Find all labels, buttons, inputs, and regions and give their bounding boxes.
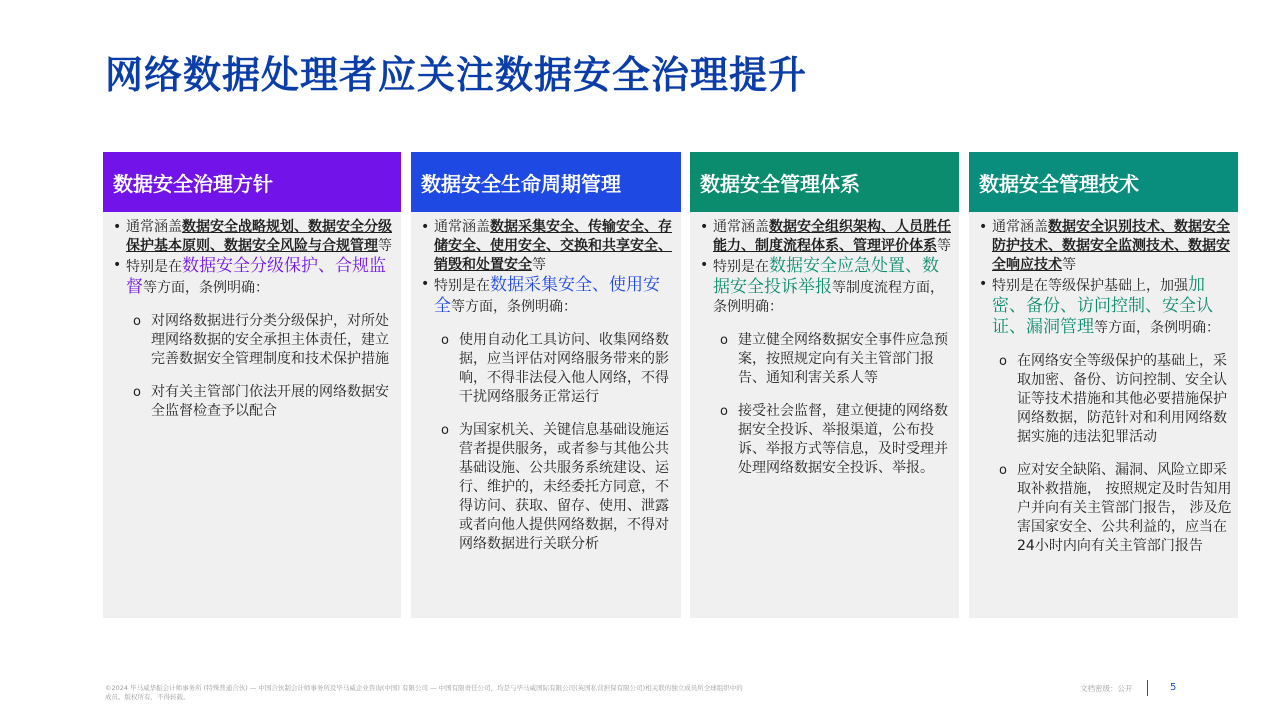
column-header: 数据安全生命周期管理 xyxy=(411,152,681,212)
column-header: 数据安全管理体系 xyxy=(690,152,959,212)
column-header: 数据安全治理方针 xyxy=(103,152,401,212)
sub-bullet: o 为国家机关、关键信息基础设施运营者提供服务，或者参与其他公共基础设施、公共服务系统建设、运行、维护的，未经委托方同意，不得访问、获取、留存、使用、泄露或者向他人提供网络数据，不得对网络数据进行关联分析 xyxy=(439,421,676,554)
sub-bullet: o 对有关主管部门依法开展的网络数据安全监督检查予以配合 xyxy=(131,383,396,421)
document-classification: 文档密级：公开 xyxy=(1080,684,1133,693)
sub-bullet: o 应对安全缺陷、漏洞、风险立即采取补救措施， 按照规定及时告知用户并向有关主管部门报告， 涉及危害国家安全、公共利益的，应当在24小时内向有关主管部门报告 xyxy=(997,461,1233,556)
column-management-technology xyxy=(969,152,1238,618)
column-governance-policy xyxy=(103,152,401,618)
sub-bullet: o 对网络数据进行分类分级保护，对所处理网络数据的安全承担主体责任，建立完善数据安全管理制度和技术保护措施 xyxy=(131,312,396,369)
bullet-scope: • 通常涵盖数据安全战略规划、数据安全分级保护基本原则、数据安全风险与合规管理等 xyxy=(111,218,396,256)
bullet-scope: • 通常涵盖数据安全组织架构、人员胜任能力、制度流程体系、管理评价体系等 xyxy=(698,218,954,256)
bullet-focus: • 特别是在数据安全应急处置、数据安全投诉举报等制度流程方面，条例明确： xyxy=(698,256,954,317)
bullet-scope: • 通常涵盖数据采集安全、传输安全、存储安全、使用安全、交换和共享安全、销毁和处置安全等 xyxy=(419,218,676,275)
footer-legal-text: ©2024 毕马威华振会计师事务所 (特殊普通合伙) — 中国合伙制会计师事务所及毕马威企业咨询(中国) 有限公司 — 中国有限责任公司，均是与毕马威国际有限公司(英国私营担保有限公司)相关联的独立成员所全球组织中的成员。版权所有，不得转载。 xyxy=(105,684,743,701)
page-number: 5 xyxy=(1170,682,1177,693)
sub-bullet: o 在网络安全等级保护的基础上，采取加密、备份、访问控制、安全认证等技术措施和其他必要措施保护网络数据，防范针对和利用网络数据实施的违法犯罪活动 xyxy=(997,352,1233,447)
column-header: 数据安全管理技术 xyxy=(969,152,1238,212)
footer-divider xyxy=(1147,680,1148,696)
sub-bullet: o 接受社会监督，建立便捷的网络数据安全投诉、举报渠道，公布投诉、举报方式等信息，及时受理并处理网络数据安全投诉、举报。 xyxy=(718,402,954,478)
sub-bullet: o 使用自动化工具访问、收集网络数据，应当评估对网络服务带来的影响，不得非法侵入他人网络，不得干扰网络服务正常运行 xyxy=(439,331,676,407)
column-management-system xyxy=(690,152,959,618)
bullet-focus: • 特别是在数据安全分级保护、合规监督等方面，条例明确： xyxy=(111,256,396,298)
bullet-scope: • 通常涵盖数据安全识别技术、数据安全防护技术、数据安全监测技术、数据安全响应技术等 xyxy=(977,218,1233,275)
bullet-focus: • 特别是在数据采集安全、使用安全等方面，条例明确： xyxy=(419,275,676,317)
bullet-focus: • 特别是在等级保护基础上，加强加密、备份、访问控制、安全认证、漏洞管理等方面，条例明确： xyxy=(977,275,1233,338)
column-lifecycle-management xyxy=(411,152,681,618)
page-title: 网络数据处理者应关注数据安全治理提升 xyxy=(105,53,808,97)
sub-bullet: o 建立健全网络数据安全事件应急预案，按照规定向有关主管部门报告、通知利害关系人等 xyxy=(718,331,954,388)
